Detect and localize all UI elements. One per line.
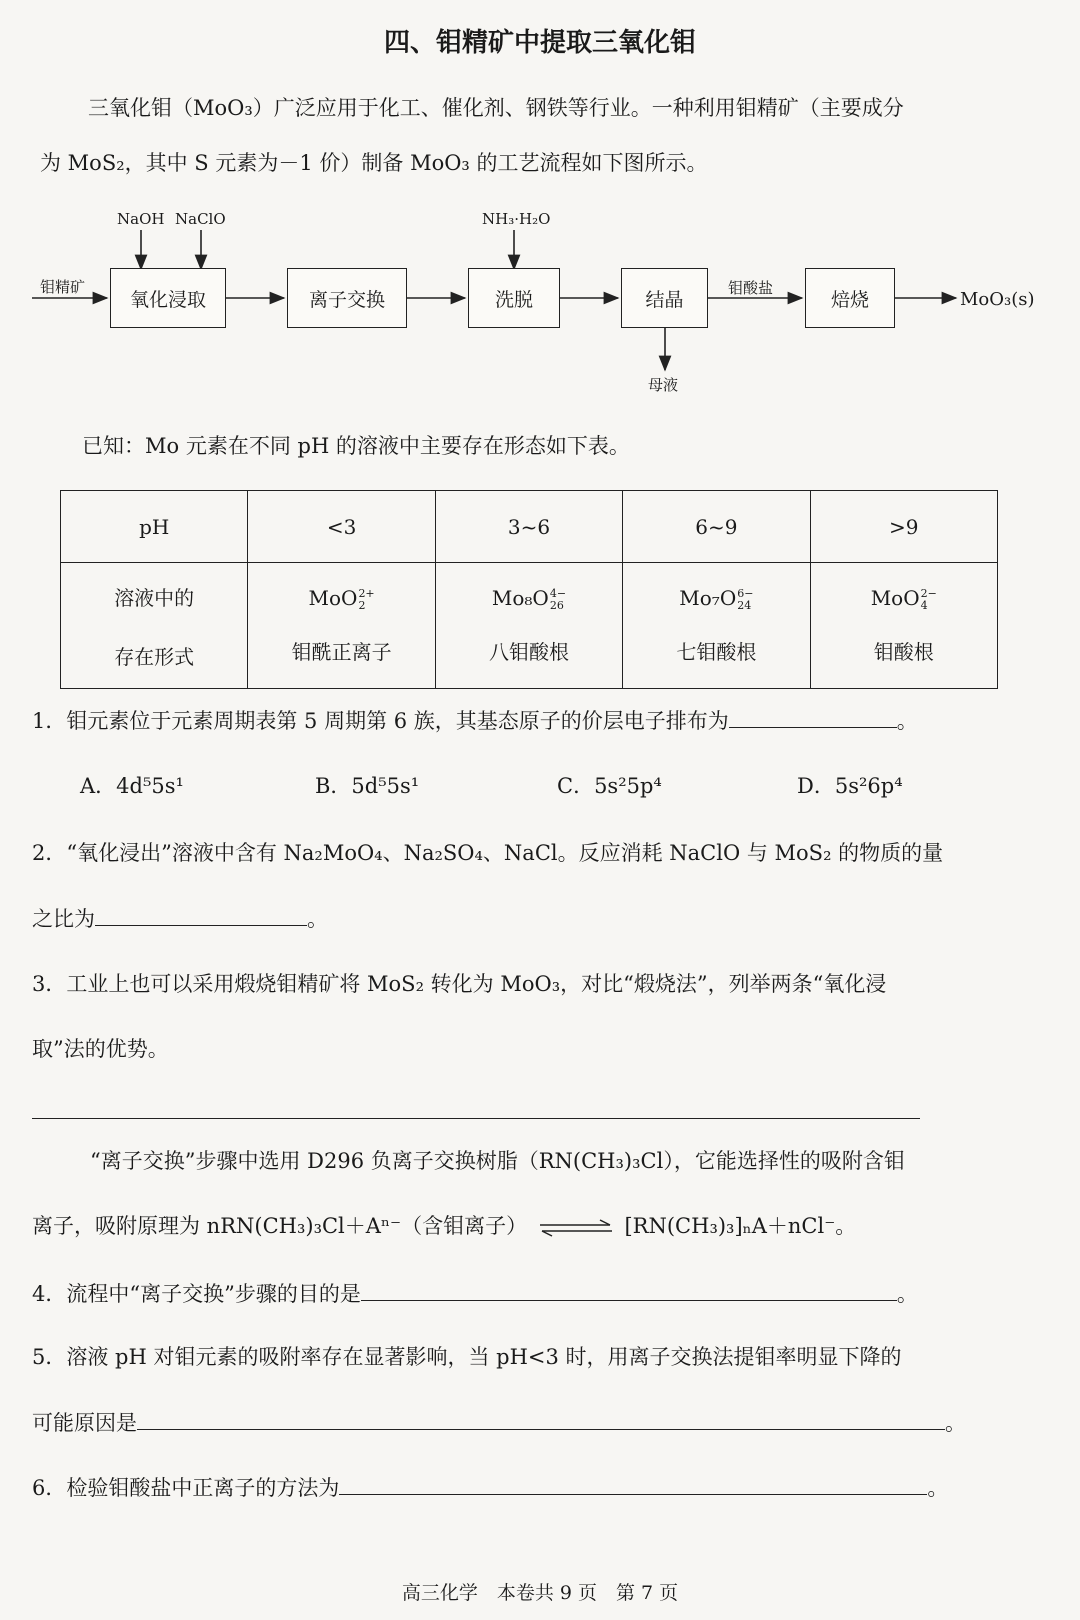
mother-liquor-label: 母液 (648, 376, 679, 394)
question-6: 6．检验钼酸盐中正离子的方法为 。 (32, 1472, 948, 1502)
table-header-6-9: 6~9 (623, 491, 810, 563)
species-name: 七钼酸根 (676, 639, 757, 664)
page-title: 四、钼精矿中提取三氧化钼 (383, 28, 696, 58)
question-5-line-2: 可能原因是 。 (32, 1407, 966, 1437)
equilibrium-arrow-icon (538, 1218, 614, 1238)
row-label-line-2: 存在形式 (114, 644, 195, 669)
species-cell (810, 563, 997, 689)
question-2-line-1: 2．“氧化浸出”溶液中含有 Na₂MoO₄、Na₂SO₄、NaCl。反应消耗 NaClO 与 MoS₂ 的物质的量 (32, 841, 944, 865)
option-d: D．5s²6p⁴ (797, 774, 903, 798)
answer-blank-4[interactable] (361, 1278, 897, 1301)
reagent-nh3-label: NH₃·H₂O (482, 210, 551, 228)
step-ion-exchange: 离子交换 (287, 268, 407, 328)
molybdate-label: 钼酸盐 (728, 279, 774, 297)
option-b: B．5d⁵5s¹ (315, 774, 420, 798)
page-footer: 高三化学 本卷共 9 页 第 7 页 (401, 1582, 679, 1604)
species-formula: MoO 2− 4 (870, 586, 937, 612)
species-formula: Mo₇O 6− 24 (679, 586, 754, 612)
mo-species-table (60, 490, 998, 689)
flow-input-label: 钼精矿 (40, 278, 86, 296)
reagent-naclo-label: NaClO (175, 210, 226, 228)
species-name: 钼酸根 (873, 639, 934, 664)
ion-exchange-line-2: 离子，吸附原理为 nRN(CH₃)₃Cl＋Aⁿ⁻（含钼离子） [RN(CH₃)₃]ₙA＋nCl⁻。 (32, 1214, 857, 1238)
question-1: 1．钼元素位于元素周期表第 5 周期第 6 族，其基态原子的价层电子排布为 。 (32, 705, 918, 735)
flow-output-label: MoO₃(s) (960, 289, 1035, 310)
step-crystallization: 结晶 (621, 268, 708, 328)
row-label-line-1: 溶液中的 (114, 585, 195, 610)
species-cell (623, 563, 810, 689)
question-3-line-1: 3．工业上也可以采用煅烧钼精矿将 MoS₂ 转化为 MoO₃，对比“煅烧法”，列举两条“氧化浸 (32, 972, 887, 996)
answer-blank-6[interactable] (339, 1472, 927, 1495)
species-name: 钼酰正离子 (291, 639, 392, 664)
option-c: C．5s²5p⁴ (557, 774, 662, 798)
question-4: 4．流程中“离子交换”步骤的目的是 。 (32, 1278, 918, 1308)
step-oxidative-leaching: 氧化浸取 (110, 268, 226, 328)
species-formula: Mo₈O 4− 26 (491, 586, 567, 612)
species-formula: MoO 2+ 2 (308, 586, 375, 612)
step-elution: 洗脱 (468, 268, 560, 328)
known-statement: 已知：Mo 元素在不同 pH 的溶液中主要存在形态如下表。 (82, 434, 630, 458)
question-2-line-2: 之比为 。 (32, 903, 328, 933)
ion-exchange-line-1: “离子交换”步骤中选用 D296 负离子交换树脂（RN(CH₃)₃Cl），它能选择性的吸附含钼 (90, 1149, 905, 1173)
intro-line-2: 为 MoS₂，其中 S 元素为－1 价）制备 MoO₃ 的工艺流程如下图所示。 (40, 151, 708, 175)
answer-line-3[interactable] (32, 1118, 920, 1119)
species-cell (248, 563, 435, 689)
answer-blank-1[interactable] (729, 705, 897, 728)
species-name: 八钼酸根 (488, 639, 569, 664)
question-3-line-2: 取”法的优势。 (32, 1037, 169, 1061)
intro-line-1: 三氧化钼（MoO₃）广泛应用于化工、催化剂、钢铁等行业。一种利用钼精矿（主要成分 (88, 96, 904, 120)
answer-blank-5[interactable] (137, 1407, 945, 1430)
table-header-lt3: <3 (248, 491, 435, 563)
table-header-3-6: 3~6 (435, 491, 622, 563)
table-row-label (61, 563, 248, 689)
table-header-ph: pH (61, 491, 248, 563)
option-a: A．4d⁵5s¹ (80, 774, 184, 798)
table-header-gt9: >9 (810, 491, 997, 563)
reagent-naoh-label: NaOH (117, 210, 165, 228)
step-roasting: 焙烧 (805, 268, 895, 328)
answer-blank-2[interactable] (95, 903, 307, 926)
species-cell (435, 563, 622, 689)
question-5-line-1: 5．溶液 pH 对钼元素的吸附率存在显著影响，当 pH<3 时，用离子交换法提钼率明显下降的 (32, 1345, 902, 1369)
